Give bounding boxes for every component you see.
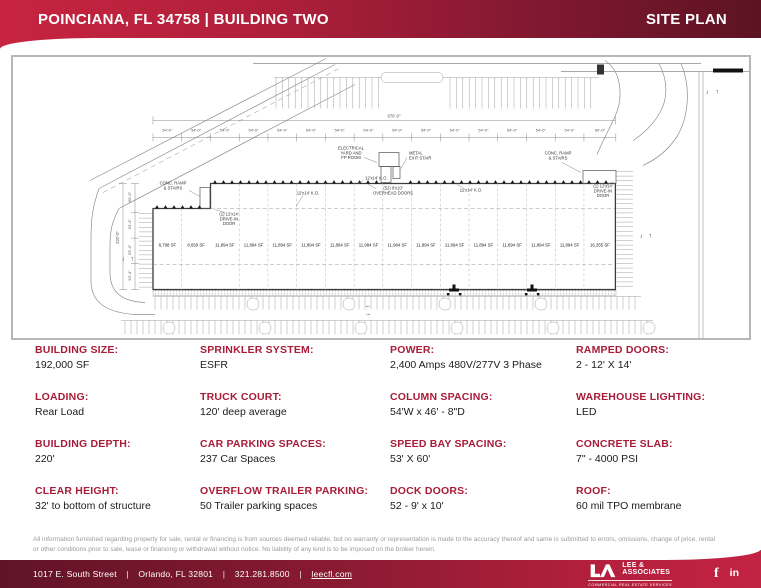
svg-text:11,984 SF: 11,984 SF	[387, 242, 407, 248]
social-icons	[714, 567, 745, 581]
svg-text:↓: ↓	[705, 88, 709, 96]
spec-label: DOCK DOORS:	[390, 485, 469, 497]
svg-text:54'-0": 54'-0"	[305, 127, 317, 133]
spec-label: CLEAR HEIGHT:	[35, 485, 119, 497]
svg-text:54'-0": 54'-0"	[248, 127, 259, 133]
svg-text:11,894 SF: 11,894 SF	[444, 242, 465, 248]
svg-text:54'-0": 54'-0"	[277, 127, 288, 133]
landscape-strip	[153, 291, 616, 296]
svg-text:220'-0": 220'-0"	[115, 231, 120, 244]
page-title: POINCIANA, FL 34758 | BUILDING TWO	[38, 11, 329, 28]
svg-text:54'-0": 54'-0"	[535, 127, 546, 133]
svg-text:12'x14' K.O.: 12'x14' K.O.	[296, 190, 320, 196]
spec-label: WAREHOUSE LIGHTING:	[576, 391, 706, 403]
spec-item	[200, 438, 390, 465]
svg-text:54'-0": 54'-0"	[190, 127, 202, 133]
spec-item	[576, 391, 743, 418]
spec-label: BUILDING SIZE:	[35, 344, 119, 356]
svg-text:11,894 SF: 11,894 SF	[301, 242, 321, 248]
phone: 321.281.8500	[234, 568, 290, 579]
spec-label: SPEED BAY SPACING:	[390, 438, 507, 450]
spec-value: 192,000 SF	[35, 359, 90, 371]
svg-text:16,355 SF: 16,355 SF	[589, 242, 610, 248]
svg-text:8,798 SF: 8,798 SF	[158, 242, 177, 248]
spec-label: POWER:	[390, 344, 435, 356]
lee-associates-logo	[588, 561, 672, 587]
svg-text:→: →	[364, 310, 372, 318]
svg-text:54'-0": 54'-0"	[219, 127, 230, 133]
spec-item	[390, 438, 576, 465]
spec-value: 54'W x 46' - 8"D	[390, 406, 465, 418]
spec-item	[576, 438, 743, 465]
spec-value: 60 mil TPO membrane	[576, 500, 682, 512]
spec-value: 120' deep average	[200, 406, 287, 418]
website-link[interactable]: leecfl.com	[311, 568, 353, 579]
spec-value: Rear Load	[35, 406, 85, 418]
spec-label: OVERFLOW TRAILER PARKING:	[200, 485, 369, 497]
logo-tagline: COMMERCIAL REAL ESTATE SERVICES	[588, 580, 672, 587]
content-sheet	[0, 38, 761, 560]
plan-bays	[159, 184, 611, 290]
spec-value: ESFR	[200, 359, 229, 371]
spec-item	[200, 391, 390, 418]
spec-item	[35, 391, 200, 418]
spec-item	[576, 344, 743, 371]
spec-value: 52 - 9' x 10'	[390, 500, 444, 512]
facebook-icon[interactable]: f	[713, 565, 719, 581]
svg-text:(52) 9'x10'OVERHEAD DOORS: (52) 9'x10' OVERHEAD DOORS	[372, 185, 414, 196]
spec-value: 53' X 60'	[390, 453, 431, 465]
svg-text:11,894 SF: 11,894 SF	[243, 242, 264, 248]
svg-text:54'-0": 54'-0"	[363, 127, 374, 133]
spec-label: RAMPED DOORS:	[576, 344, 670, 356]
svg-text:11,894 SF: 11,894 SF	[559, 242, 580, 248]
svg-text:53'-4": 53'-4"	[127, 244, 132, 256]
svg-text:54'-0": 54'-0"	[334, 127, 345, 133]
svg-text:54'-0": 54'-0"	[478, 127, 489, 133]
svg-text:870'-0": 870'-0"	[387, 113, 401, 119]
svg-text:12'x14' K.O.: 12'x14' K.O.	[459, 187, 483, 193]
spec-value: 2,400 Amps 480V/277V 3 Phase	[390, 359, 542, 371]
spec-item	[200, 344, 390, 371]
svg-text:11,894 SF: 11,894 SF	[502, 242, 522, 248]
spec-label: ROOF:	[576, 485, 611, 497]
svg-text:↑: ↑	[130, 255, 134, 263]
svg-text:(1) 12'x14'DRIVE-INDOOR: (1) 12'x14' DRIVE-IN DOOR	[593, 183, 613, 199]
spec-value: 7" - 4000 PSI	[576, 453, 639, 465]
svg-text:54'-0": 54'-0"	[449, 127, 460, 133]
svg-text:METALEXIT STAIR: METAL EXIT STAIR	[409, 150, 432, 161]
specs-grid	[35, 344, 743, 512]
svg-text:CONC. RAMP& STAIRS: CONC. RAMP & STAIRS	[544, 150, 572, 161]
plan-roads	[90, 59, 749, 339]
svg-text:11,984 SF: 11,984 SF	[358, 242, 379, 248]
disclaimer-text: All information furnished regarding property for sale, rental or financing is from sources deemed reliable, but no warranty or representation is made to the accuracy thereof and same is submitted to errors, omissions, change of price, rental or other conditions prior to sale, lease or financing or withdrawal without notice. No liability of any kind is to be imposed on the broker herein.	[33, 535, 716, 553]
spec-value: LED	[576, 406, 597, 418]
spec-label: SPRINKLER SYSTEM:	[200, 344, 314, 356]
spec-label: LOADING:	[35, 391, 89, 403]
spec-value: 220'	[35, 453, 55, 465]
svg-text:11,894 SF: 11,894 SF	[416, 242, 436, 248]
svg-text:11,894 SF: 11,894 SF	[329, 242, 350, 248]
spec-item	[576, 485, 743, 512]
la-logo-mark	[588, 561, 618, 578]
svg-text:CONC. RAMP& STAIRS: CONC. RAMP & STAIRS	[159, 180, 187, 191]
svg-text:54'-0": 54'-0"	[420, 127, 432, 133]
svg-text:↑: ↑	[648, 232, 652, 240]
svg-text:↓: ↓	[121, 255, 125, 263]
svg-text:↑: ↑	[715, 88, 719, 96]
spec-value: 32' to bottom of structure	[35, 500, 151, 512]
spec-value: 2 - 12' X 14'	[576, 359, 632, 371]
svg-text:ELECTRICALYARD ANDFP ROOM: ELECTRICAL YARD AND FP ROOM	[338, 145, 364, 161]
street: 1017 E. South Street	[33, 568, 117, 579]
svg-text:54'-0": 54'-0"	[564, 127, 575, 133]
footer-address: 1017 E. South Street | Orlando, FL 32801 | 321.281.8500 | leecfl.com	[33, 568, 353, 579]
svg-text:11,894 SF: 11,894 SF	[272, 242, 293, 248]
plan-dimensions	[115, 114, 616, 290]
plan-annotations	[160, 146, 613, 227]
svg-text:11,894 SF: 11,894 SF	[215, 242, 235, 248]
spec-label: TRUCK COURT:	[200, 391, 282, 403]
spec-value: 50 Trailer parking spaces	[200, 500, 318, 512]
svg-text:60'-0": 60'-0"	[594, 127, 606, 133]
svg-text:54'-0": 54'-0"	[162, 127, 173, 133]
svg-text:54'-0": 54'-0"	[392, 127, 403, 133]
spec-item	[390, 485, 576, 512]
spec-item	[35, 485, 200, 512]
svg-text:53'-4": 53'-4"	[127, 219, 132, 230]
spec-item	[35, 438, 200, 465]
svg-text:8,659 SF: 8,659 SF	[187, 242, 205, 248]
spec-item	[200, 485, 390, 512]
logo-name: LEE & ASSOCIATES	[622, 562, 671, 576]
svg-text:↓: ↓	[639, 232, 643, 240]
svg-text:←: ←	[364, 302, 372, 310]
svg-text:12'x14' K.O.: 12'x14' K.O.	[365, 175, 388, 181]
site-plan-frame	[11, 55, 751, 340]
svg-text:11,894 SF: 11,894 SF	[531, 242, 551, 248]
spec-label: CONCRETE SLAB:	[576, 438, 673, 450]
site-plan-drawing	[13, 57, 749, 338]
svg-text:(1) 12'x14'DRIVE-INDOOR: (1) 12'x14' DRIVE-IN DOOR	[219, 211, 239, 227]
spec-item	[390, 344, 576, 371]
svg-text:60'-0": 60'-0"	[127, 191, 132, 203]
svg-text:54'-0": 54'-0"	[507, 127, 518, 133]
spec-label: BUILDING DEPTH:	[35, 438, 131, 450]
spec-value: 237 Car Spaces	[200, 453, 276, 465]
spec-item	[35, 344, 200, 371]
city: Orlando, FL 32801	[138, 568, 214, 579]
spec-label: CAR PARKING SPACES:	[200, 438, 326, 450]
sheet-label: SITE PLAN	[645, 11, 727, 28]
linkedin-icon[interactable]: in	[729, 567, 739, 580]
spec-item	[390, 391, 576, 418]
svg-text:11,894 SF: 11,894 SF	[473, 242, 494, 248]
spec-label: COLUMN SPACING:	[390, 391, 493, 403]
svg-text:53'-4": 53'-4"	[127, 270, 132, 281]
